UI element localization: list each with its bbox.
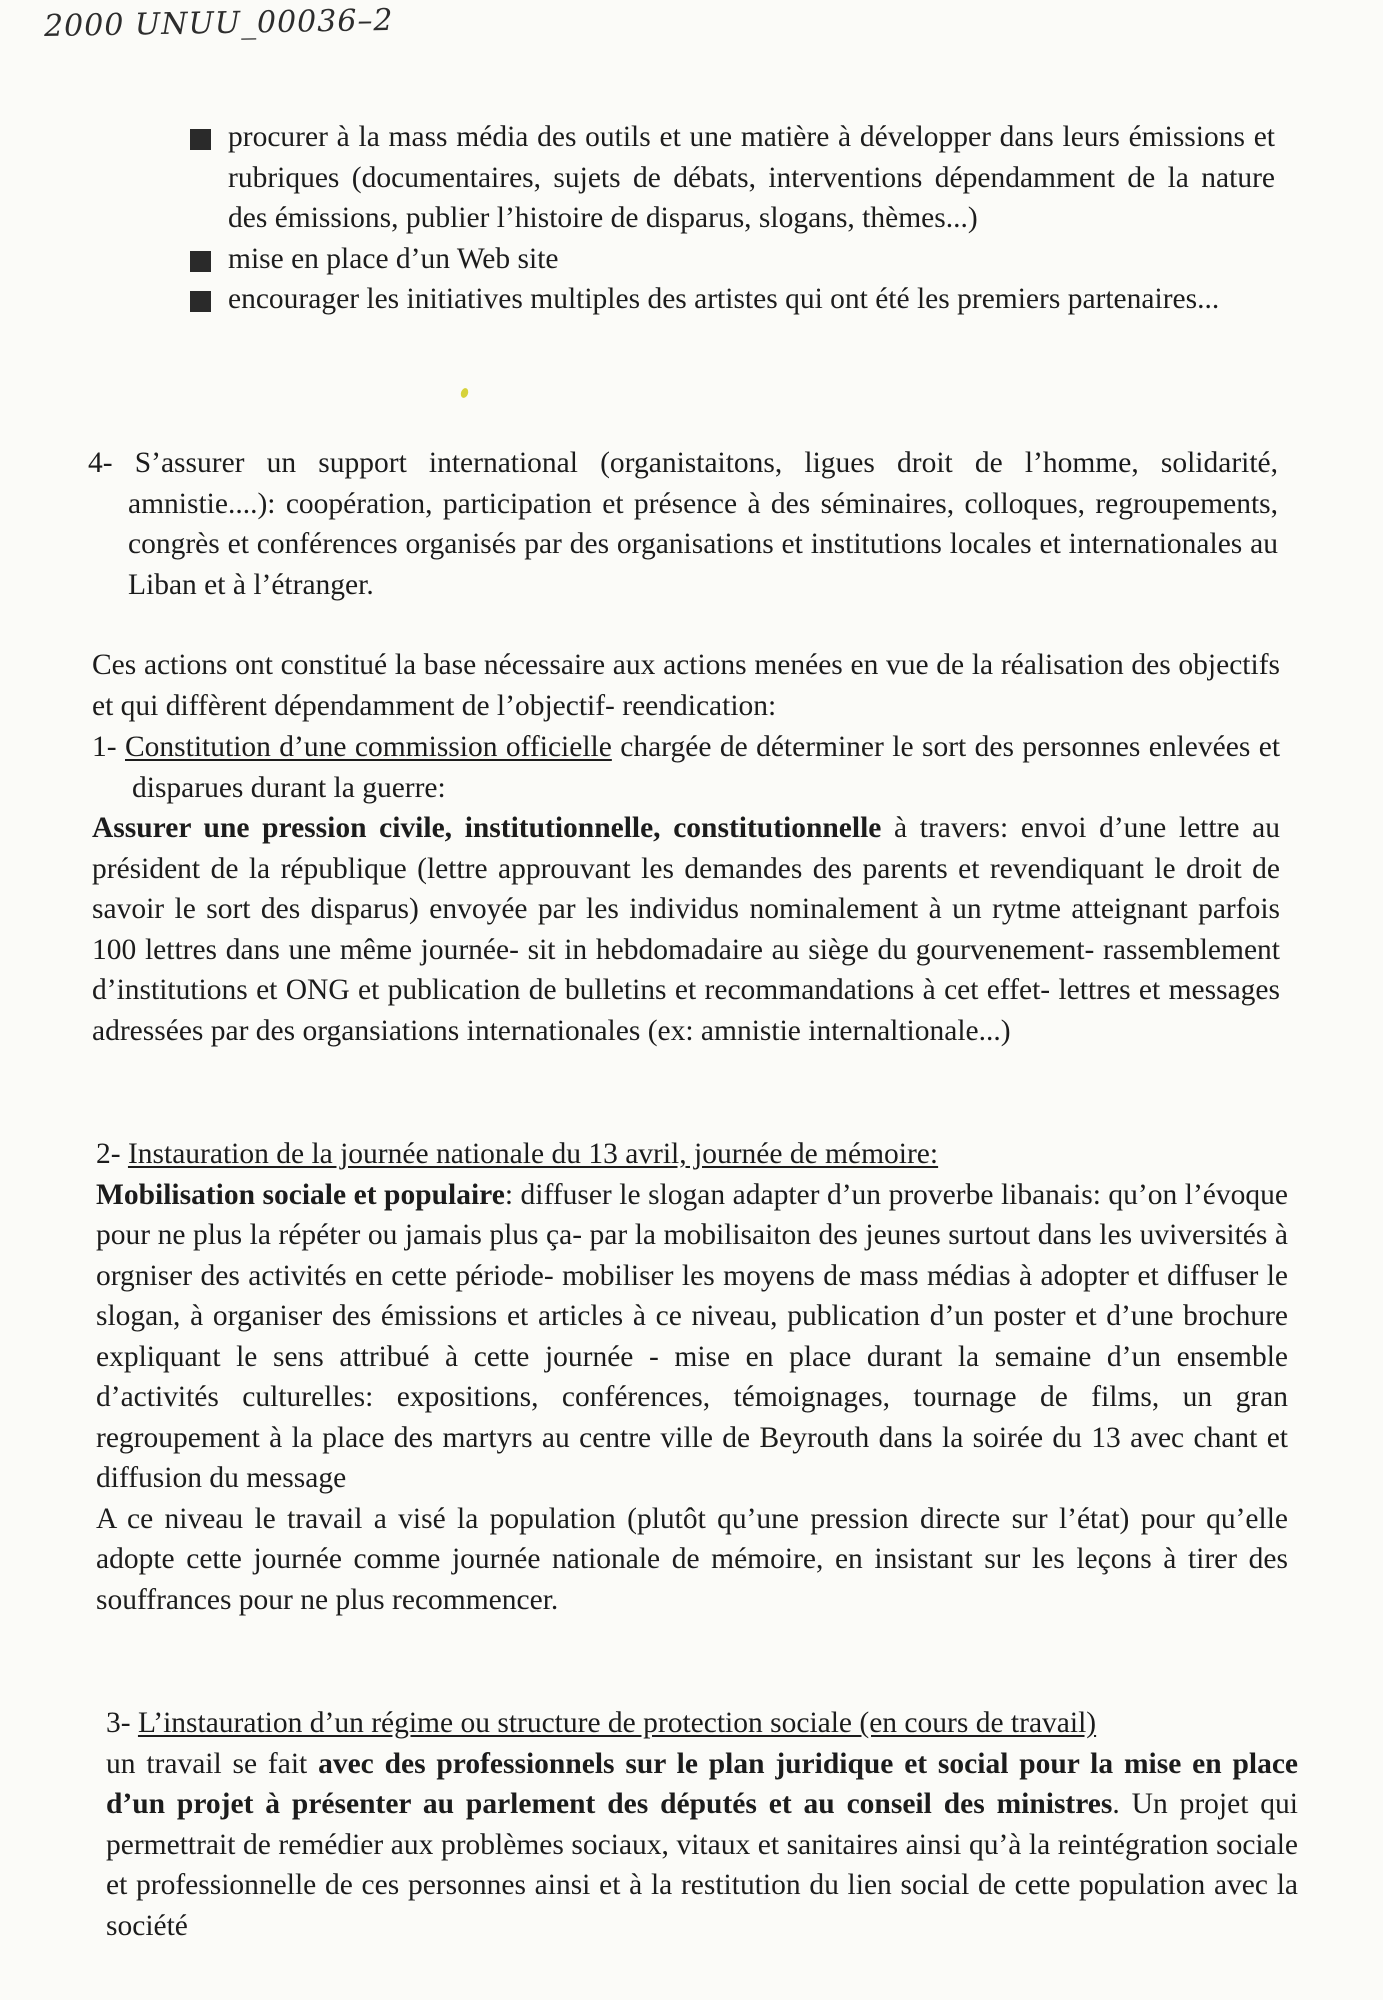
section-2-body-2: A ce niveau le travail a visé la population (plutôt qu’une pression directe sur l’état) pour qu’elle adopte cette journée comme journée nationale de mémoire, en insistant sur les leçons à tirer des souffrances pour ne plus recommencer. (96, 1502, 1288, 1616)
handwritten-reference: 2000 UNUU_00036–2 (43, 2, 394, 45)
ink-mark (460, 387, 470, 399)
item-4-text: S’assurer un support international (organistaitons, ligues droit de l’homme, solidarité, amnistie....): coopération, participation et présence à des séminaires, colloques, regroupements, congrès et conférences organisés par des organisations et institutions locales et internationales au Liban et à l’étranger. (128, 447, 1279, 601)
section-2-bold: Mobilisation sociale et populaire (96, 1178, 505, 1211)
section-1-number: 1- (92, 731, 117, 763)
section-1-title: Constitution d’une commission officielle (125, 731, 612, 763)
section-3 (106, 1703, 1298, 1946)
section-2-body (96, 1175, 1288, 1499)
section-3-heading (106, 1703, 1298, 1744)
section-1-title-rest: chargée de déterminer le sort des personnes enlevées et disparues durant la guerre: (132, 731, 1281, 804)
section-1-bold: Assurer une pression civile, institutionnelle, constitutionnelle (92, 812, 882, 844)
section-3-lead: un travail se fait (106, 1747, 319, 1780)
section-3-text: . Un projet qui permettrait de remédier aux problèmes sociaux, vitaux et sanitaires ainsi qu’à la reintégration sociale et professionnelle de ces personnes ainsi et à la restitution du lien social de cette population avec la société (106, 1788, 1299, 1942)
section-1 (92, 727, 1280, 1051)
item-4-number: 4- (88, 447, 113, 479)
section-1-text: à travers: envoi d’une lettre au président de la république (lettre approuvant les demandes des parents et revendiquant le droit de savoir le sort des disparus) envoyée par les individus nominalement à un rytme atteignant parfois 100 lettres dans une même journée- sit in hebdomadaire au siège du gourvenement- rassemblement d’institutions et ONG et publication de bulletins et recommandations à cet effet- lettres et messages adressées par des organsiations internationales (ex: amnistie internaltionale...) (92, 812, 1280, 1047)
section-2 (96, 1134, 1288, 1620)
section-2-heading (96, 1134, 1288, 1175)
section-3-body (106, 1744, 1298, 1947)
section-1-body (92, 808, 1280, 1051)
bullet-item: procurer à la mass média des outils et une matière à développer dans leurs émissions et rubriques (documentaires, sujets de débats, interventions dépendamment de la nature des émissions, publier l’histoire de disparus, slogans, thèmes...) (190, 117, 1275, 239)
bullet-list (190, 117, 1275, 320)
section-1-heading (92, 727, 1280, 808)
intro-text: Ces actions ont constitué la base nécessaire aux actions menées en vue de la réalisation des objectifs et qui diffèrent dépendamment de l’objectif- reendication: (92, 649, 1280, 722)
section-2-title: Instauration de la journée nationale du 13 avril, journée de mémoire: (127, 1138, 939, 1170)
section-2-number: 2- (96, 1138, 121, 1170)
bullet-item: encourager les initiatives multiples des artistes qui ont été les premiers partenaires... (190, 279, 1275, 320)
intro-paragraph (92, 645, 1280, 726)
section-2-text: : diffuser le slogan adapter d’un proverbe libanais: qu’on l’évoque pour ne plus la répéter ou jamais plus ça- par la mobilisaiton des jeunes surtout dans les uviversités à orgniser des activités en cette période- mobiliser les moyens de mass médias à adopter et diffuser le slogan, à organiser des émissions et articles à ce niveau, publication d’un poster et d’une brochure expliquant le sens attribué à cette journée - mise en place durant la semaine d’un ensemble d’activités culturelles: expositions, conférences, témoignages, tournage de films, un gran regroupement à la place des martyrs au centre ville de Beyrouth dans la soirée du 13 avec chant et diffusion du message (96, 1178, 1288, 1494)
section-3-title: L’instauration d’un régime ou structure de protection sociale (en cours de travail) (137, 1707, 1097, 1739)
section-3-number: 3- (106, 1707, 131, 1739)
bullet-item: mise en place d’un Web site (190, 239, 1275, 280)
section-3-bold: avec des professionnels sur le plan juridique et social pour la mise en place d’un projet à présenter au parlement des députés et au conseil des ministres (106, 1747, 1299, 1820)
item-4 (88, 443, 1278, 605)
